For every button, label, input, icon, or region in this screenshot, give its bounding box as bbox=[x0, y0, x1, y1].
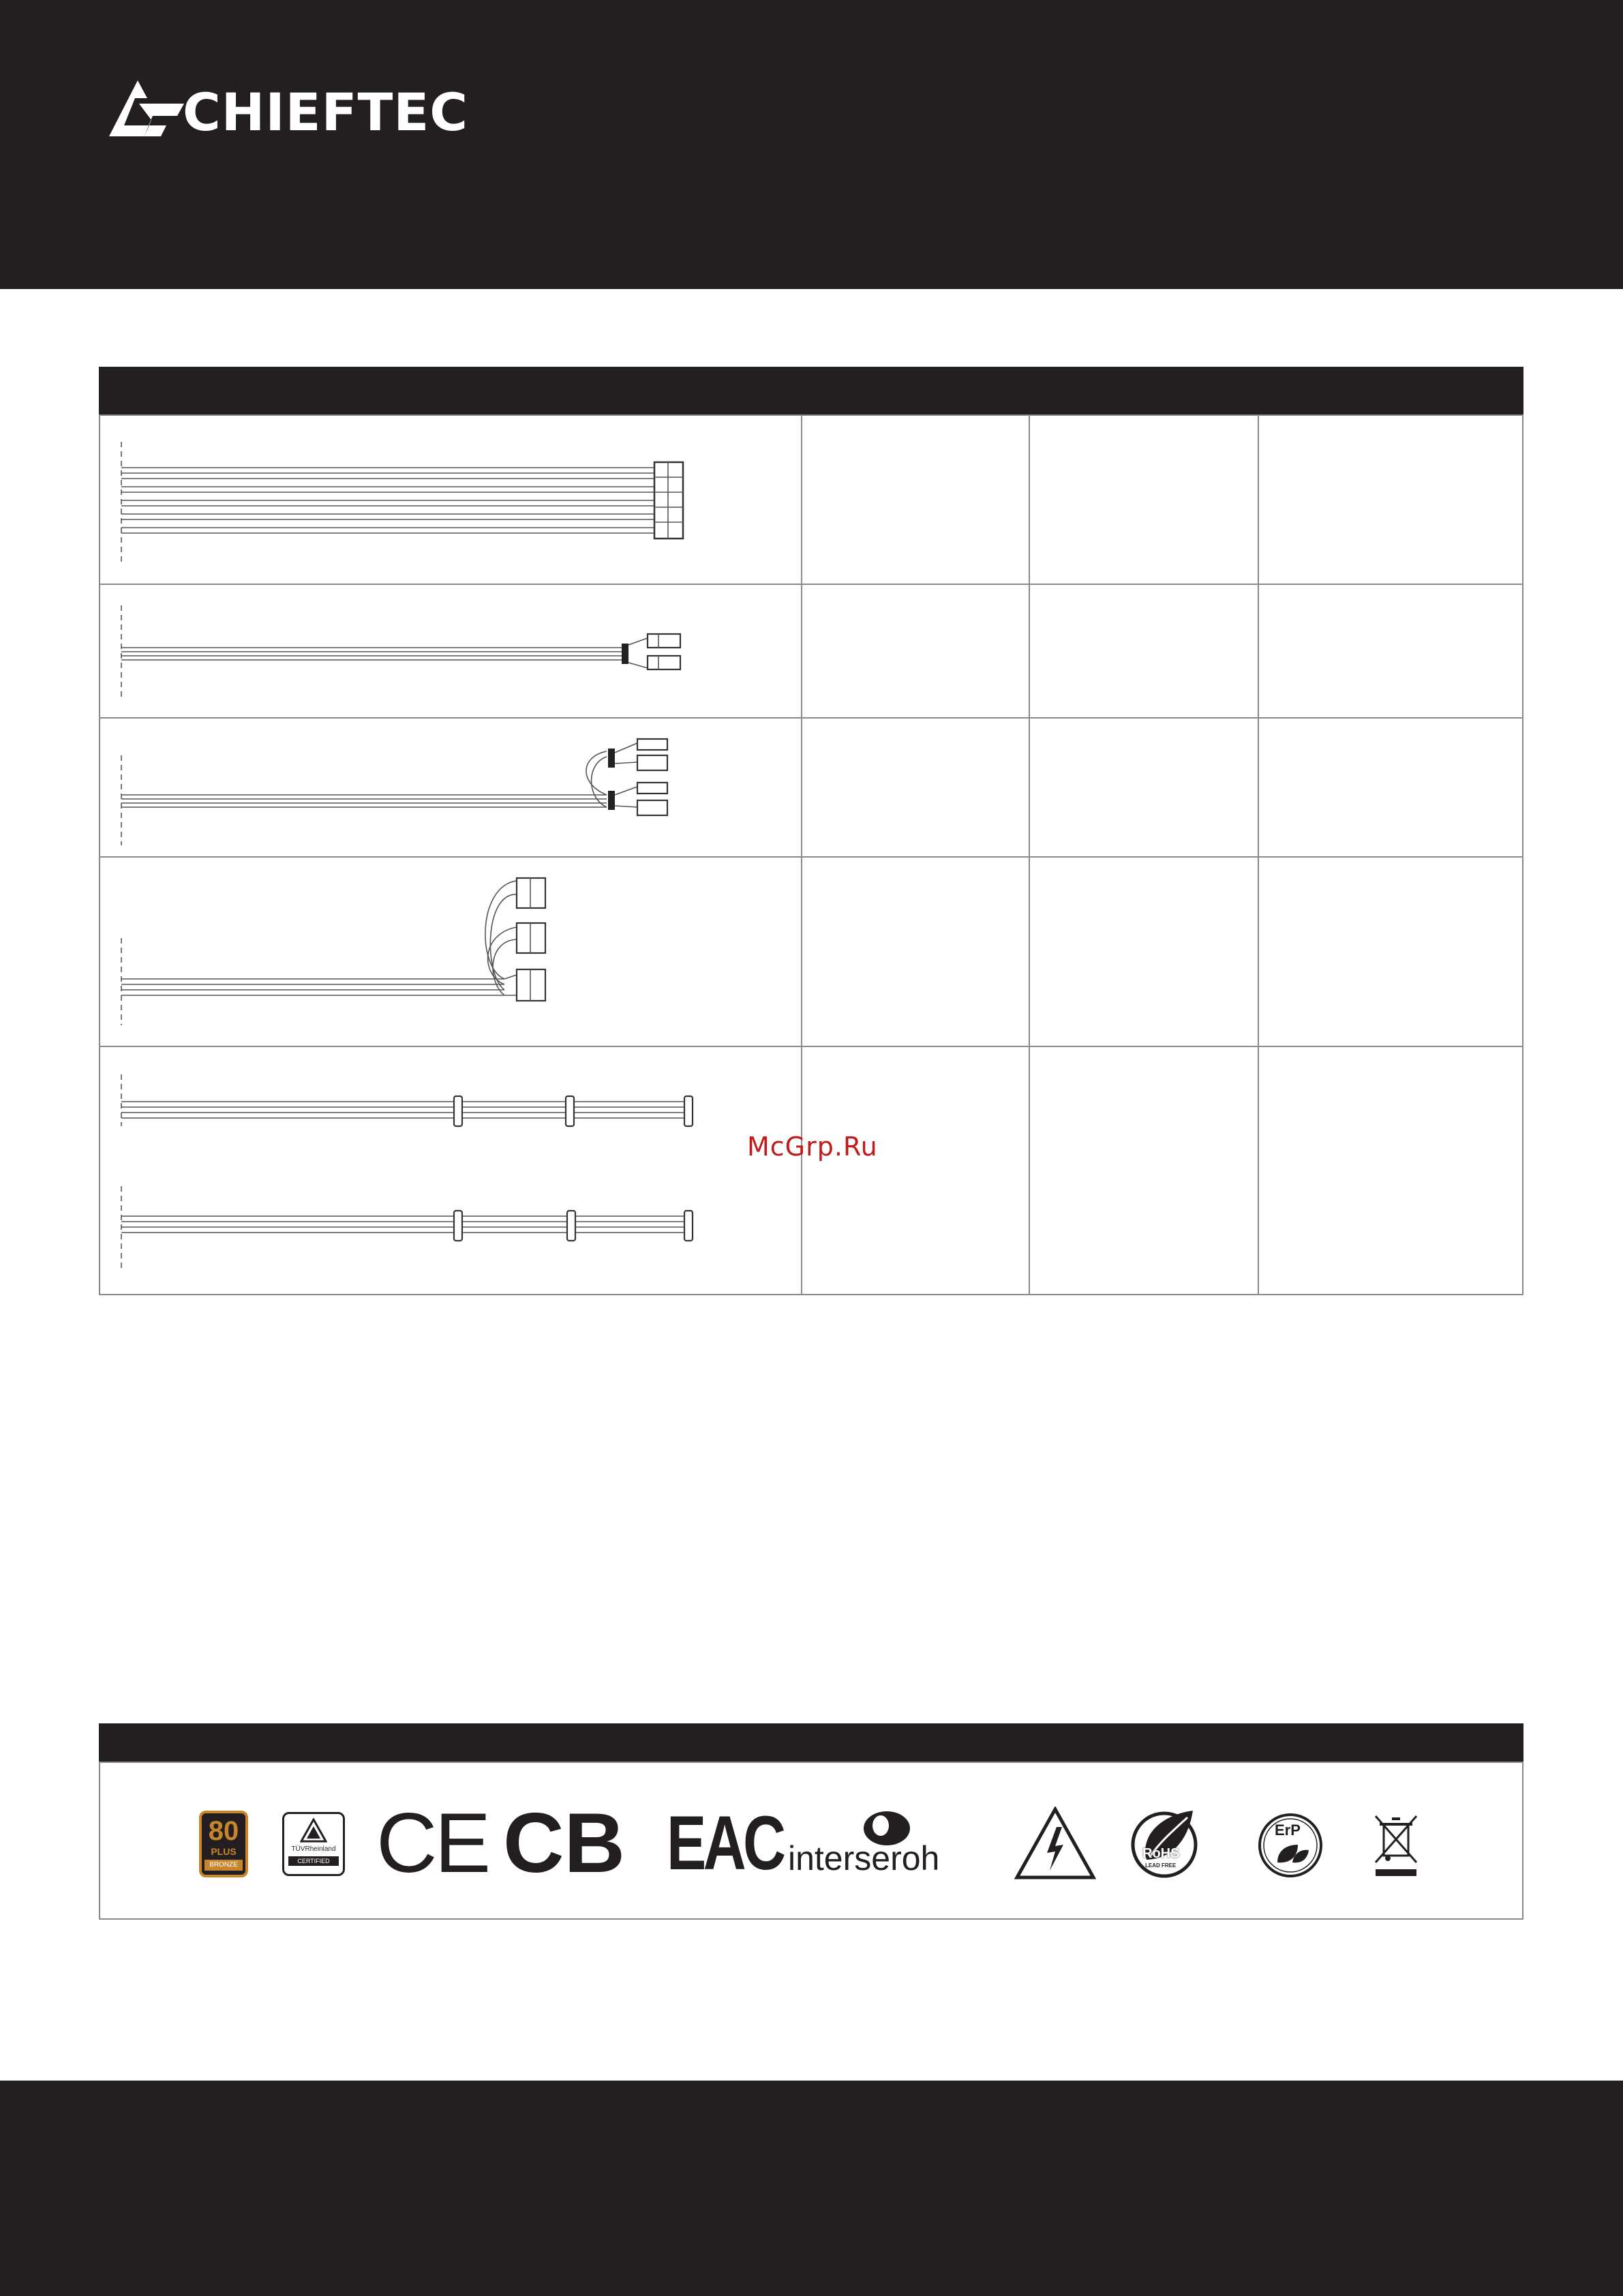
ce-mark-icon: CE bbox=[376, 1796, 489, 1890]
erp-text: ErP bbox=[1275, 1822, 1301, 1839]
atx-24pin-cable-drawing bbox=[121, 442, 683, 562]
pcie-cable-drawing bbox=[121, 739, 667, 845]
tuv-label: CERTIFIED bbox=[288, 1856, 339, 1866]
tuv-certified-icon bbox=[282, 1812, 345, 1876]
tuv-triangle-icon bbox=[300, 1818, 327, 1843]
brand-name: CHIEFTEC bbox=[183, 82, 469, 142]
erp-icon bbox=[1257, 1812, 1324, 1879]
rohs-label: LEAD FREE bbox=[1145, 1862, 1177, 1869]
interseroh-icon bbox=[788, 1811, 965, 1879]
rohs-icon bbox=[1130, 1807, 1198, 1879]
rohs-name: RoHS bbox=[1142, 1846, 1180, 1861]
80plus-plus: PLUS bbox=[211, 1846, 237, 1857]
footer-band bbox=[0, 2081, 1623, 2296]
eac-mark-icon: EAC bbox=[667, 1800, 783, 1886]
molex-cable-drawing bbox=[121, 1074, 693, 1269]
weee-bin-icon bbox=[1371, 1812, 1421, 1877]
80plus-tier: BRONZE bbox=[204, 1860, 243, 1871]
sata-cable-drawing bbox=[121, 878, 545, 1025]
interseroh-text: interseroh bbox=[788, 1839, 940, 1877]
watermark-text: McGrp.Ru bbox=[747, 1132, 878, 1162]
high-voltage-icon bbox=[1014, 1807, 1096, 1880]
80plus-number: 80 bbox=[208, 1816, 239, 1846]
80plus-bronze-icon bbox=[199, 1811, 248, 1877]
cpu-8pin-cable-drawing bbox=[121, 605, 680, 699]
cert-header-bar bbox=[99, 1723, 1523, 1763]
cb-mark-icon: CB bbox=[503, 1796, 626, 1890]
tuv-name: TÜVRheinland bbox=[291, 1845, 336, 1853]
